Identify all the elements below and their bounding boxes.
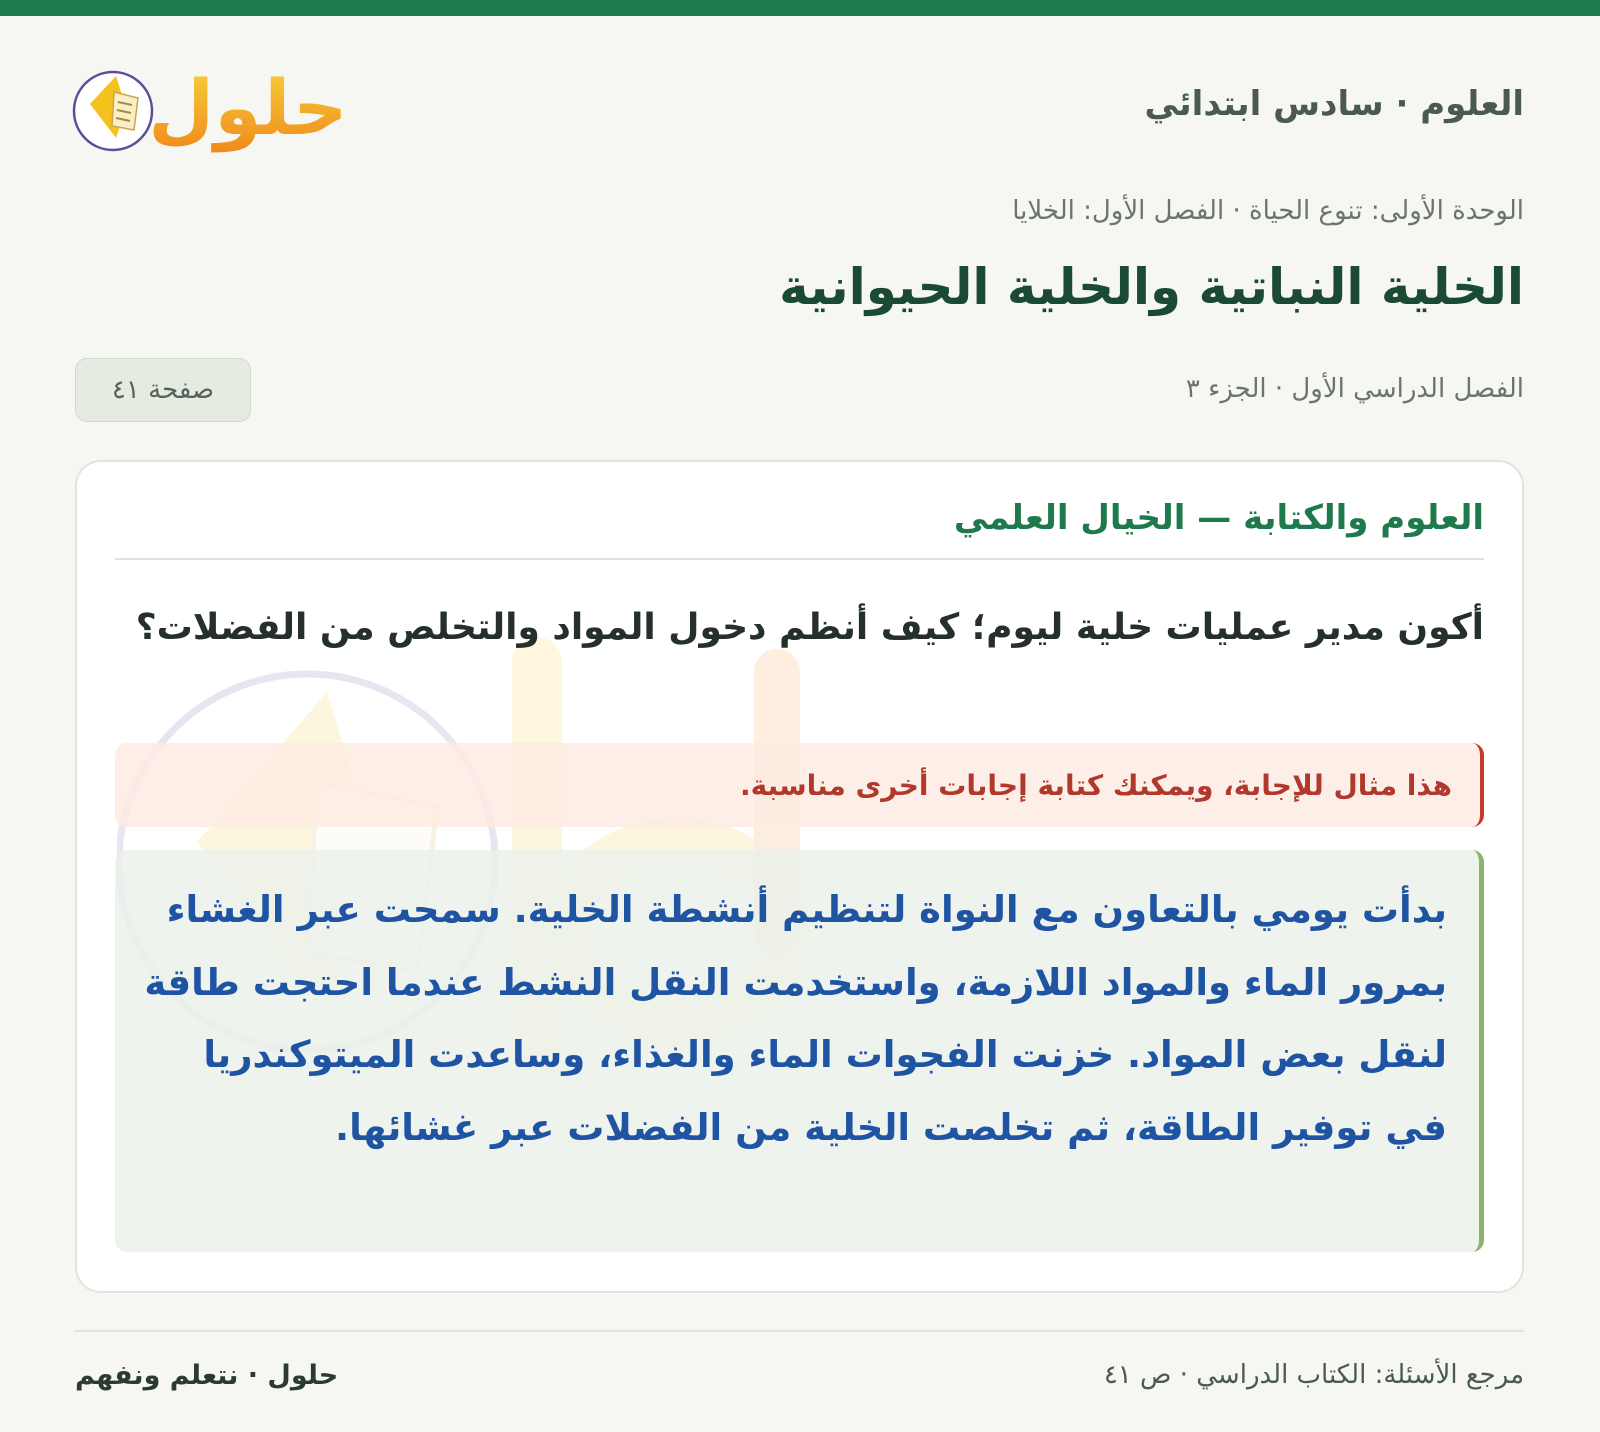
site-logo[interactable] [72, 52, 342, 162]
semester-part-label: الفصل الدراسي الأول · الجزء ٣ [1185, 374, 1524, 404]
answer-text: بدأت يومي بالتعاون مع النواة لتنظيم أنشطة الخلية. سمحت عبر الغشاء بمرور الماء والمواد اللازمة، واستخدمت النقل النشط عندما احتجت طاقة لنقل بعض المواد. خزنت الفجوات الماء والغذاء، وساعدت الميتوكندريا في توفير الطاقة، ثم تخلصت الخلية من الفضلات عبر غشائها. [144, 888, 1447, 1149]
section-title: العلوم والكتابة — الخيال العلمي [115, 498, 1484, 560]
top-accent-bar [0, 0, 1600, 16]
sample-answer-note: هذا مثال للإجابة، ويمكنك كتابة إجابات أخرى مناسبة. [115, 743, 1484, 827]
answer-box [115, 850, 1484, 1252]
footer-divider [75, 1330, 1524, 1332]
question-card [75, 460, 1524, 1293]
lesson-title: الخلية النباتية والخلية الحيوانية [779, 258, 1524, 316]
page-number-badge: صفحة ٤١ [75, 358, 251, 422]
unit-chapter-label: الوحدة الأولى: تنوع الحياة · الفصل الأول: الخلايا [1012, 196, 1524, 226]
footer-brand: حلول · نتعلم ونفهم [75, 1360, 339, 1391]
logo-icon [72, 52, 342, 162]
question-text: أكون مدير عمليات خلية ليوم؛ كيف أنظم دخول المواد والتخلص من الفضلات؟ [135, 607, 1484, 648]
footer-reference: مرجع الأسئلة: الكتاب الدراسي · ص ٤١ [1103, 1360, 1524, 1390]
svg-text:حلول: حلول [148, 63, 342, 152]
subject-grade-heading: العلوم · سادس ابتدائي [1144, 84, 1524, 124]
